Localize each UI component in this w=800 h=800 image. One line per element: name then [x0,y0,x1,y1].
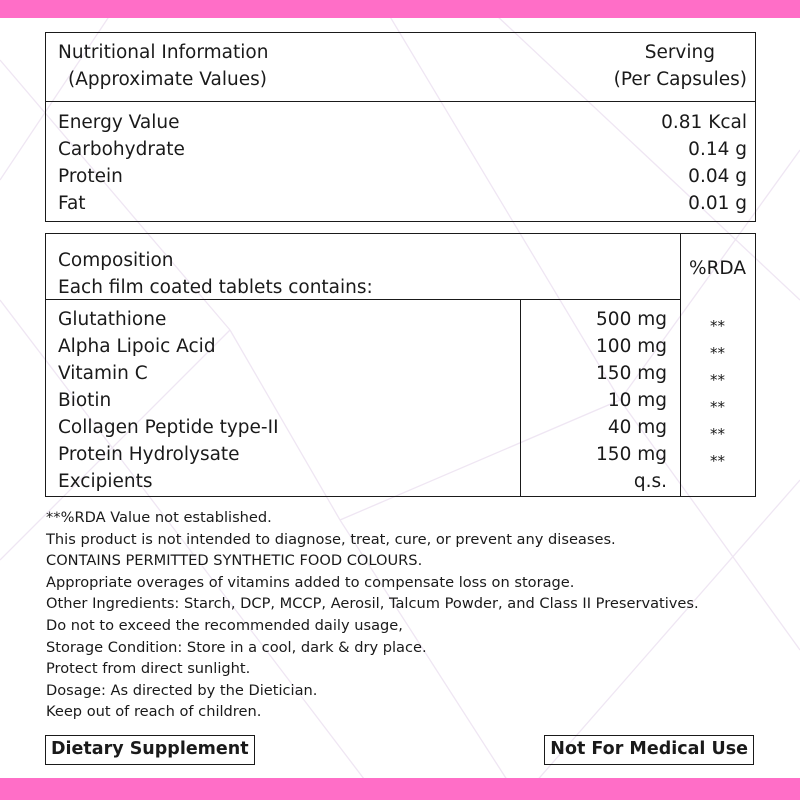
composition-title: Composition [58,250,174,271]
rda-header: %RDA [689,258,747,279]
composition-row-name: Protein Hydrolysate [58,444,240,465]
composition-row-rda: ** [710,317,725,335]
nutrition-row-name: Energy Value [58,112,180,133]
note-line: Protect from direct sunlight. [46,660,251,678]
serving-subheader: (Per Capsules) [613,69,747,90]
nutrition-table [45,32,756,222]
not-for-medical-use-tag: Not For Medical Use [544,735,754,765]
composition-row-name: Vitamin C [58,363,148,384]
composition-row-amount: 500 mg [596,309,667,330]
nutrition-header-subtitle: (Approximate Values) [68,69,267,90]
composition-row-amount: 40 mg [607,417,667,438]
nutrition-row-value: 0.14 g [688,139,747,160]
label-notes [46,507,766,723]
composition-row-name: Collagen Peptide type-II [58,417,279,438]
note-line: **%RDA Value not established. [46,509,272,526]
amount-column-divider [520,299,521,496]
composition-row-amount: 10 mg [607,390,667,411]
bottom-accent-bar [0,778,800,800]
composition-row-amount: 100 mg [596,336,667,357]
composition-row-amount: 150 mg [596,444,667,465]
composition-row-amount: 150 mg [596,363,667,384]
nutrition-row-name: Fat [58,193,86,214]
rda-column-divider [680,234,681,496]
nutrition-row-value: 0.04 g [688,166,747,187]
note-line: Keep out of reach of children. [46,703,262,721]
composition-row-name: Alpha Lipoic Acid [58,336,216,357]
dietary-supplement-tag: Dietary Supplement [45,735,255,765]
nutrition-header-title: Nutritional Information [58,42,269,63]
note-line: CONTAINS PERMITTED SYNTHETIC FOOD COLOURS. [46,552,423,570]
composition-row-rda: ** [710,452,725,470]
note-line: This product is not intended to diagnose, treat, cure, or prevent any diseases. [46,530,616,548]
note-line: Storage Condition: Store in a cool, dark & dry place. [46,638,427,656]
nutrition-table-header [46,33,755,102]
nutrition-row-value: 0.81 Kcal [661,112,747,133]
composition-subtitle: Each film coated tablets contains: [58,277,373,298]
composition-table [45,233,756,497]
nutrition-row-name: Protein [58,166,123,187]
composition-row-name: Glutathione [58,309,167,330]
composition-row-rda: ** [710,344,725,362]
composition-row-name: Biotin [58,390,112,411]
nutrition-row-value: 0.01 g [688,193,747,214]
nutrition-row-name: Carbohydrate [58,139,185,160]
composition-row-rda: ** [710,371,725,389]
composition-row-rda: ** [710,398,725,416]
note-line: Dosage: As directed by the Dietician. [46,681,318,699]
top-accent-bar [0,0,800,18]
composition-row-amount: q.s. [633,471,667,492]
composition-row-rda: ** [710,425,725,443]
note-line: Appropriate overages of vitamins added to compensate loss on storage. [46,573,575,591]
note-line: Other Ingredients: Starch, DCP, MCCP, Aerosil, Talcum Powder, and Class II Preservatives. [46,595,699,613]
serving-header: Serving [644,42,715,63]
note-line: Do not to exceed the recommended daily usage, [46,616,403,634]
composition-row-name: Excipients [58,471,153,492]
